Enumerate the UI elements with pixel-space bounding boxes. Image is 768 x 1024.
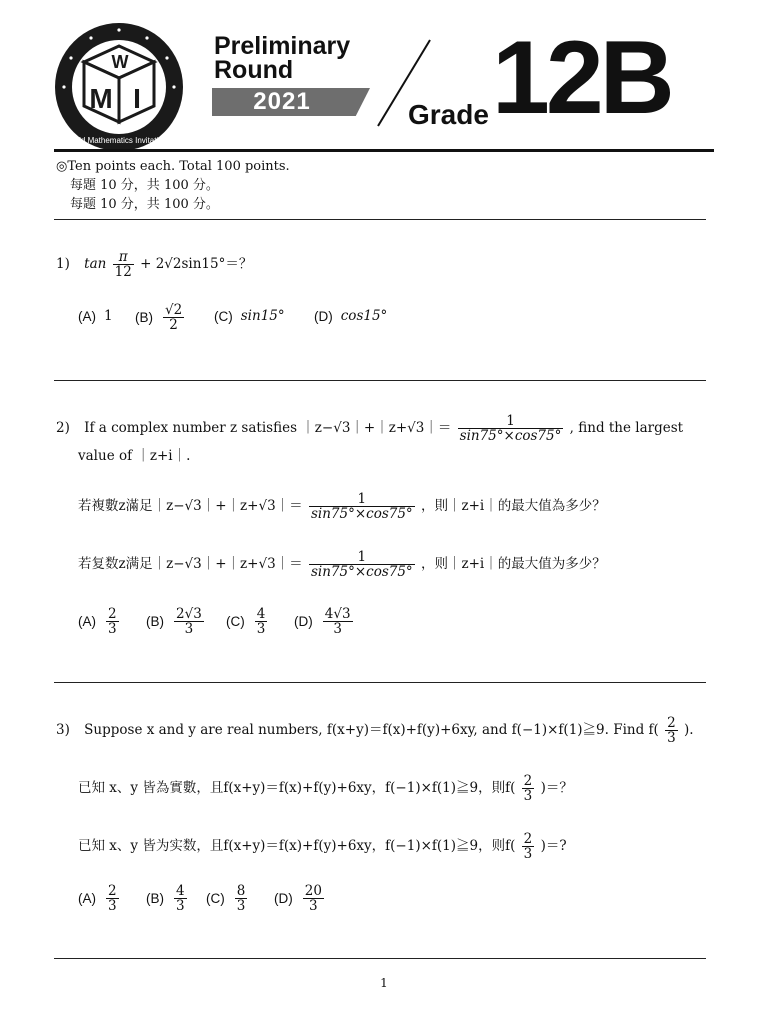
title-line-1: Preliminary (214, 32, 351, 60)
wmi-logo (54, 22, 184, 152)
instruction-traditional: 每題 10 分，共 100 分。 (70, 178, 219, 193)
question-3 (56, 716, 694, 745)
question-number: 3) (56, 722, 70, 738)
year-label: 2021 (253, 88, 311, 115)
option-d: (D) cos15° (314, 308, 388, 324)
instruction-english: ◎Ten points each. Total 100 points. (56, 159, 290, 174)
option-c: (C) $\frac{8}{3}$ (206, 883, 246, 914)
svg-text:M: M (89, 83, 113, 114)
option-d: (D) $\frac{20}{3}$ (274, 883, 322, 914)
option-c: (C) sin15° (214, 308, 285, 324)
title-line-2: Round (214, 56, 294, 84)
header-divider (54, 149, 714, 152)
option-b: (B) $\frac{2√3}{3}$ (146, 606, 202, 637)
question-text: ). (683, 722, 694, 738)
question-2-traditional: 若複數z滿足｜z−√3｜+｜z+√3｜＝ $\frac{1}{\sin 75^\circ\times\cos 75^\circ}$ ，則｜z+i｜的最大值為多少？ (78, 491, 606, 522)
question-3-traditional: 已知 x、y 皆為實數，且f(x+y)＝f(x)+f(y)+6xy，f(−1)×f(1)≧9，則f( $\frac{2}{3}$ )＝？ (78, 773, 573, 804)
question-3-simplified: 已知 x、y 皆为实数，且f(x+y)＝f(x)+f(y)+6xy，f(−1)×f(1)≧9，则f( $\frac{2}{3}$ )＝? (78, 831, 567, 862)
fraction: $\frac{\pi}{12}$ (114, 249, 132, 280)
option-a: (A) $\frac{2}{3}$ (78, 883, 117, 914)
grade-label: Grade (408, 99, 489, 130)
question-2-line-2: value of ｜z+i｜. (78, 448, 191, 464)
section-divider (54, 958, 706, 959)
question-text: , find the largest (569, 420, 684, 436)
question-number: 1) (56, 256, 70, 272)
section-divider (54, 682, 706, 683)
option-d: (D) $\frac{4√3}{3}$ (294, 606, 351, 637)
question-text: tan (84, 256, 111, 272)
question-text: Suppose x and y are real numbers, f(x+y)＝f(x)+f(y)+6xy, and f(−1)×f(1)≧9. Find f( (84, 722, 659, 738)
fraction: $\frac{2}{3}$ (667, 715, 676, 746)
svg-text:W: W (111, 52, 129, 72)
option-a: (A) $\frac{2}{3}$ (78, 606, 117, 637)
question-number: 2) (56, 420, 70, 436)
question-1 (56, 250, 252, 279)
instruction-simplified: 每题 10 分，共 100 分。 (70, 197, 219, 212)
option-a: (A) 1 (78, 308, 113, 324)
option-c: (C) $\frac{4}{3}$ (226, 606, 266, 637)
svg-text:World Mathematics Invitational: World Mathematics Invitational (64, 136, 174, 145)
question-2 (56, 414, 683, 443)
page-number: 1 (380, 976, 388, 990)
section-divider (54, 380, 706, 381)
svg-text:I: I (133, 83, 141, 114)
question-text: If a complex number z satisfies ｜z−√3｜+｜z+√3｜＝ (84, 420, 452, 436)
question-text: + 2√2sin15°＝？ (140, 256, 253, 272)
option-b: (B) $\frac{4}{3}$ (146, 883, 185, 914)
section-divider (54, 219, 706, 220)
grade-number: 12B (492, 20, 671, 136)
option-b: (B) $\frac{√2}{2}$ (135, 302, 183, 333)
fraction: $\frac{1}{\sin 75^\circ\times\cos 75^\circ}$ (459, 413, 562, 444)
question-2-simplified: 若复数z满足｜z−√3｜+｜z+√3｜＝ $\frac{1}{\sin 75^\circ\times\cos 75^\circ}$ ，则｜z+i｜的最大值为多少？ (78, 549, 606, 580)
